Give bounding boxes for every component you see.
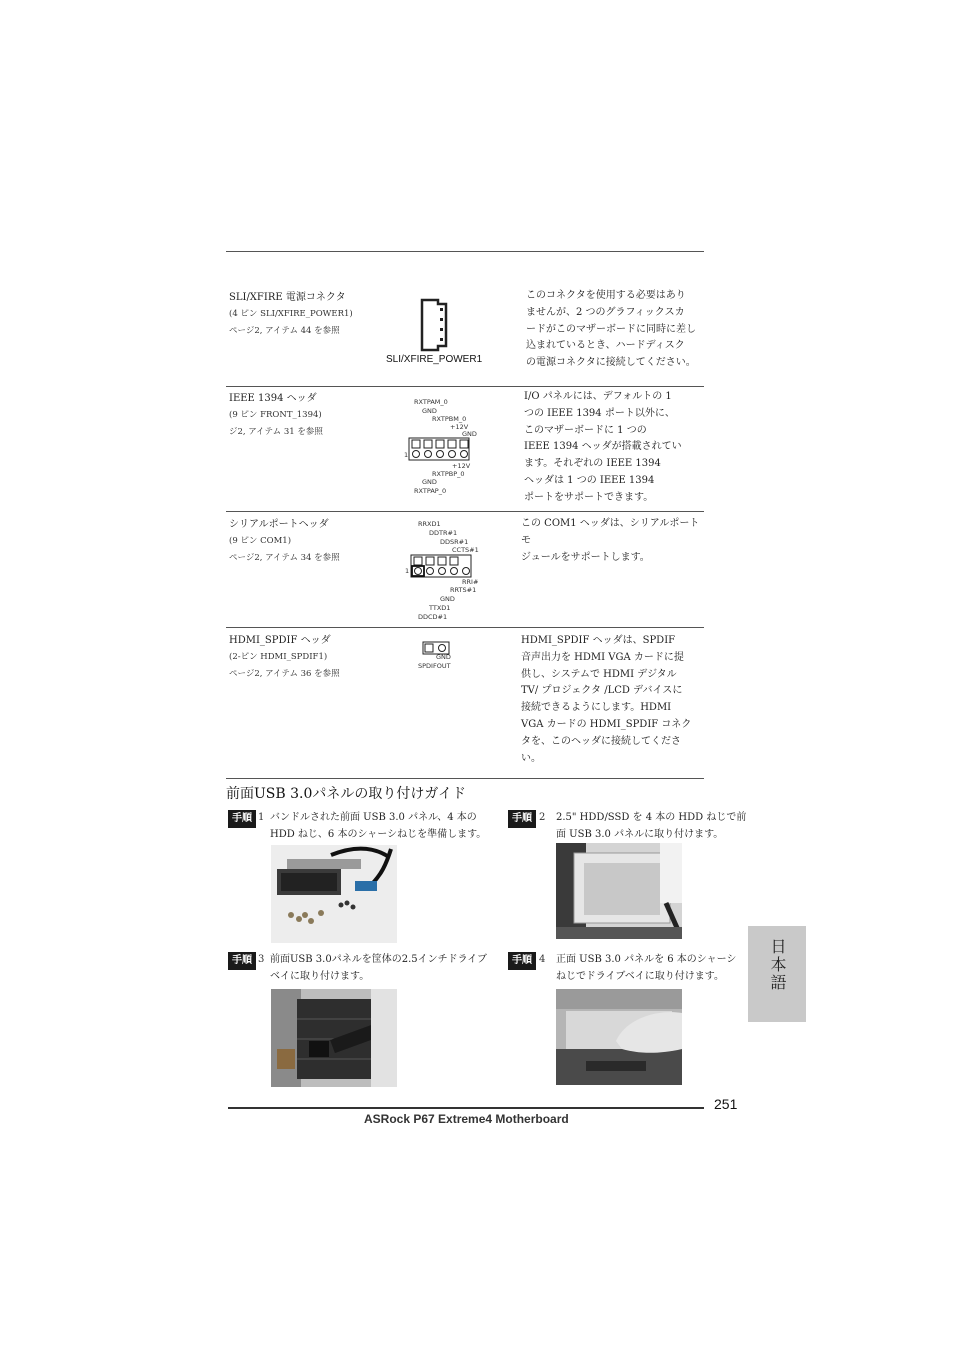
pin-label: RXTPBP_0: [432, 470, 465, 478]
pin-label: GND: [440, 595, 455, 603]
step-3-photo: [271, 989, 397, 1087]
step-text: 前面USB 3.0パネルを筐体の2.5インチドライブ ベイに取り付けます。: [270, 954, 488, 982]
page-number: 251: [714, 1096, 738, 1112]
step-number: 1: [258, 812, 265, 823]
row-title: HDMI_SPDIF ヘッダ: [229, 635, 331, 646]
hdmi-spdif-header-diagram: [416, 640, 476, 674]
pin-label: RRTS#1: [450, 586, 477, 594]
section-title: 前面USB 3.0パネルの取り付けガイド: [226, 786, 466, 802]
pin-label: GND: [422, 478, 437, 486]
sli-diagram-label: SLI/XFIRE_POWER1: [386, 354, 483, 365]
pin-label: SPDIFOUT: [418, 662, 451, 670]
pin-label: RXTPBM_0: [432, 415, 467, 423]
pin-one-marker: 1: [404, 451, 409, 459]
pin-label: DDTR#1: [429, 529, 458, 537]
side-tab-label: 日本語: [768, 938, 787, 992]
row-ref: ページ2, アイテム 36 を参照: [229, 669, 340, 679]
footer-rule: [228, 1107, 704, 1109]
pin-label: RXTPAP_0: [414, 487, 447, 495]
row-sub: (9 ピン COM1): [229, 536, 292, 546]
pin-label: DDCD#1: [418, 613, 448, 621]
row-hdmi-spdif-label: [229, 632, 389, 683]
row-ieee1394-description: I/O パネルには、デフォルトの 1 つの IEEE 1394 ポート以外に、 このマザーボードに 1 つの IEEE 1394 ヘッダが搭載されてい ます。それぞれの IEEE 1394 ヘッダは 1 つの IEEE 1394 ポートをサポートできます。: [524, 391, 682, 503]
ieee1394-pin-grid: [408, 437, 472, 461]
top-rule: [226, 251, 704, 252]
row-ref: ページ2, アイテム 34 を参照: [229, 553, 340, 563]
step-badge: 手順: [508, 810, 536, 828]
row-sli-label: [229, 289, 389, 340]
row-ieee1394-label: [229, 390, 389, 441]
footer-product-name: ASRock P67 Extreme4 Motherboard: [364, 1112, 569, 1126]
step-text: 2.5" HDD/SSD を 4 本の HDD ねじで前 面 USB 3.0 パネルに取り付けます。: [556, 812, 747, 840]
row-serial-label: [229, 516, 389, 567]
pin-label: GND: [462, 430, 477, 438]
language-side-tab: [748, 926, 806, 1022]
pin-label: RRI#: [462, 578, 479, 586]
step-number: 2: [539, 812, 546, 823]
pin-label: +12V: [450, 423, 469, 431]
serial-pin-grid: [410, 554, 474, 578]
row-title: シリアルポートヘッダ: [229, 519, 329, 530]
step-1-photo: [271, 845, 397, 943]
row-sli-description: このコネクタを使用する必要はあり ませんが、2 つのグラフィックスカ ードがこのマザーボードに同時に差し 込まれているとき、ハードディスク の電源コネクタに接続してください。: [526, 290, 696, 369]
pin-label: DDSR#1: [440, 538, 469, 546]
row-sub: (9 ピン FRONT_1394): [229, 410, 322, 420]
row-sub: (4 ピン SLI/XFIRE_POWER1): [229, 309, 353, 319]
pin-label: GND: [422, 407, 437, 415]
row-ref: ジ2, アイテム 31 を参照: [229, 427, 323, 437]
ieee1394-header-diagram: [400, 396, 500, 496]
row-divider: [226, 778, 704, 779]
step-badge: 手順: [228, 810, 256, 828]
step-badge: 手順: [228, 952, 256, 970]
row-divider: [226, 386, 704, 387]
sli-power-connector-diagram: [418, 298, 458, 352]
pin-label: CCTS#1: [452, 546, 479, 554]
row-sub: (2-ピン HDMI_SPDIF1): [229, 652, 328, 662]
pin-label: +12V: [452, 462, 471, 470]
step-text: 正面 USB 3.0 パネルを 6 本のシャーシ ねじでドライブベイに取り付けます。: [556, 954, 737, 982]
step-number: 4: [539, 954, 546, 965]
step-2-photo: [556, 843, 682, 939]
step-number: 3: [258, 954, 265, 965]
pin-label: RRXD1: [418, 520, 441, 528]
row-divider: [226, 511, 704, 512]
pin-label: TTXD1: [429, 604, 451, 612]
step-4-photo: [556, 989, 682, 1085]
row-title: SLI/XFIRE 電源コネクタ: [229, 292, 346, 303]
row-divider: [226, 627, 704, 628]
step-text: バンドルされた前面 USB 3.0 パネル、4 本の HDD ねじ、6 本のシャーシねじを準備します。: [270, 812, 487, 840]
serial-header-diagram: [402, 518, 502, 622]
row-title: IEEE 1394 ヘッダ: [229, 393, 317, 404]
row-ref: ページ2, アイテム 44 を参照: [229, 326, 340, 336]
step-badge: 手順: [508, 952, 536, 970]
pin-one-marker: 1: [405, 567, 410, 575]
pin-label: RXTPAM_0: [414, 398, 448, 406]
row-hdmi-spdif-description: HDMI_SPDIF ヘッダは、SPDIF 音声出力を HDMI VGA カードに提 供し、システムで HDMI デジタル TV/ プロジェクタ /LCD デバイスに 接続できるようにします。HDMI VGA カードの HDMI_SPDIF コネク タを、このヘッダに接続してくださ い。: [521, 635, 692, 764]
row-serial-description: この COM1 ヘッダは、シリアルポートモ ジュールをサポートします。: [521, 518, 700, 563]
pin-label: GND: [436, 653, 451, 661]
